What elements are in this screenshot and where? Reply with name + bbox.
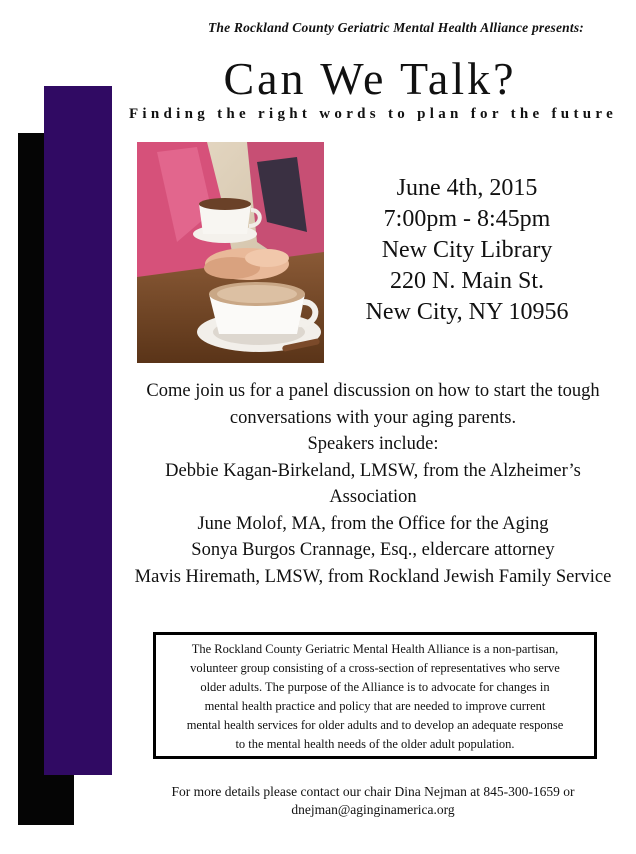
description-line: Come join us for a panel discussion on how to start the tough bbox=[146, 381, 600, 401]
about-line: to the mental health needs of the older adult population. bbox=[235, 737, 515, 751]
speaker-line: Sonya Burgos Crannage, Esq., eldercare attorney bbox=[191, 540, 555, 560]
event-venue: New City Library bbox=[381, 237, 553, 263]
presenter-line: The Rockland County Geriatric Mental Health Alliance presents: bbox=[207, 20, 584, 35]
page-title: Can We Talk? bbox=[223, 53, 517, 104]
about-line: mental health practice and policy that are needed to improve current bbox=[204, 699, 546, 713]
event-time: 7:00pm - 8:45pm bbox=[383, 206, 551, 232]
description-line: conversations with your aging parents. bbox=[229, 407, 517, 428]
event-date: June 4th, 2015 bbox=[396, 175, 538, 201]
speakers-heading: Speakers include: bbox=[307, 434, 439, 454]
speaker-line: Association bbox=[329, 487, 417, 507]
event-details bbox=[326, 173, 608, 328]
decorative-purple-bar bbox=[44, 86, 112, 775]
event-street: 220 N. Main St. bbox=[389, 268, 544, 294]
about-line: mental health services for older adults and to develop an adequate response bbox=[186, 718, 564, 732]
about-line: older adults. The purpose of the Alliance is to advocate for changes in bbox=[200, 680, 550, 694]
about-alliance-box bbox=[153, 632, 597, 759]
contact-line: For more details please contact our chair Dina Nejman at 845-300-1659 or bbox=[171, 784, 575, 799]
about-line: volunteer group consisting of a cross-section of representatives who serve bbox=[190, 661, 560, 675]
event-city: New City, NY 10956 bbox=[365, 299, 569, 325]
event-description bbox=[118, 378, 628, 590]
page-subtitle: Finding the right words to plan for the future bbox=[128, 106, 618, 122]
contact-info bbox=[118, 783, 628, 819]
coffee-cups-holding-hands-photo bbox=[137, 142, 324, 363]
speaker-line: June Molof, MA, from the Office for the Aging bbox=[197, 513, 549, 534]
speaker-line: Mavis Hiremath, LMSW, from Rockland Jewish Family Service bbox=[134, 566, 612, 587]
contact-email[interactable]: dnejman@aginginamerica.org bbox=[291, 802, 455, 817]
about-line: The Rockland County Geriatric Mental Health Alliance is a non-partisan, bbox=[191, 642, 559, 656]
speaker-line: Debbie Kagan-Birkeland, LMSW, from the Alzheimer’s bbox=[165, 460, 581, 481]
